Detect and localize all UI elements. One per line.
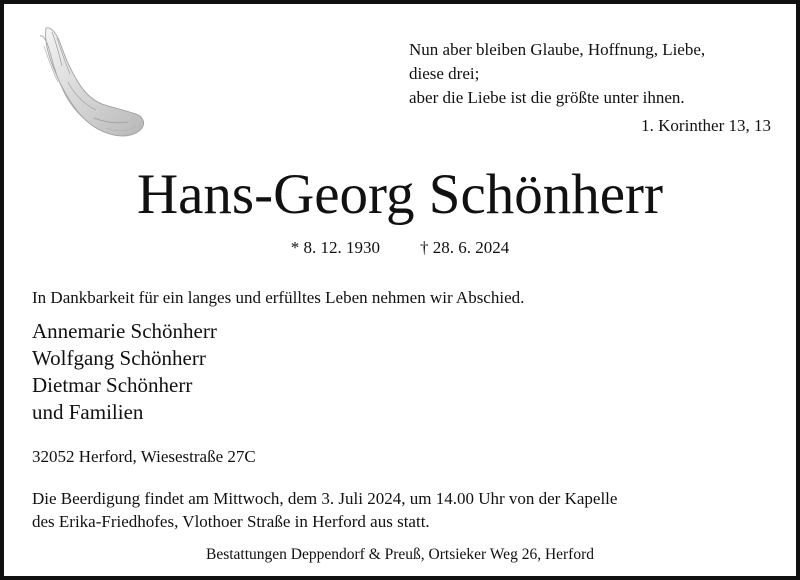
mourner-name: Wolfgang Schönherr <box>32 346 206 370</box>
undertaker-info: Bestattungen Deppendorf & Preuß, Ortsieker Weg 26, Herford <box>205 546 594 563</box>
birth-date: * 8. 12. 1930 <box>290 238 380 257</box>
verse-line: aber die Liebe ist die größte unter ihnen. <box>409 88 685 107</box>
life-dates <box>4 238 796 258</box>
funeral-line: Die Beerdigung findet am Mittwoch, dem 3. Juli 2024, um 14.00 Uhr von der Kapelle <box>32 489 618 508</box>
deceased-name: Hans-Georg Schönherr <box>136 163 664 226</box>
praying-hands-icon <box>32 22 148 142</box>
verse-line: Nun aber bleiben Glaube, Hoffnung, Liebe, <box>409 40 706 59</box>
funeral-info <box>32 487 780 533</box>
funeral-line: des Erika-Friedhofes, Vlothoer Straße in Herford aus statt. <box>32 512 430 531</box>
verse-reference: 1. Korinther 13, 13 <box>641 116 771 135</box>
mourner-name: Annemarie Schönherr <box>32 319 217 343</box>
family-address: 32052 Herford, Wiesestraße 27C <box>32 447 256 466</box>
mourners-list <box>32 318 217 426</box>
death-date: † 28. 6. 2024 <box>420 238 510 257</box>
verse-line: diese drei; <box>409 64 480 83</box>
mourner-name: und Familien <box>32 400 144 424</box>
mourner-name: Dietmar Schönherr <box>32 373 193 397</box>
thanks-text: In Dankbarkeit für ein langes und erfülltes Leben nehmen wir Abschied. <box>32 288 525 307</box>
bible-verse <box>409 38 781 110</box>
